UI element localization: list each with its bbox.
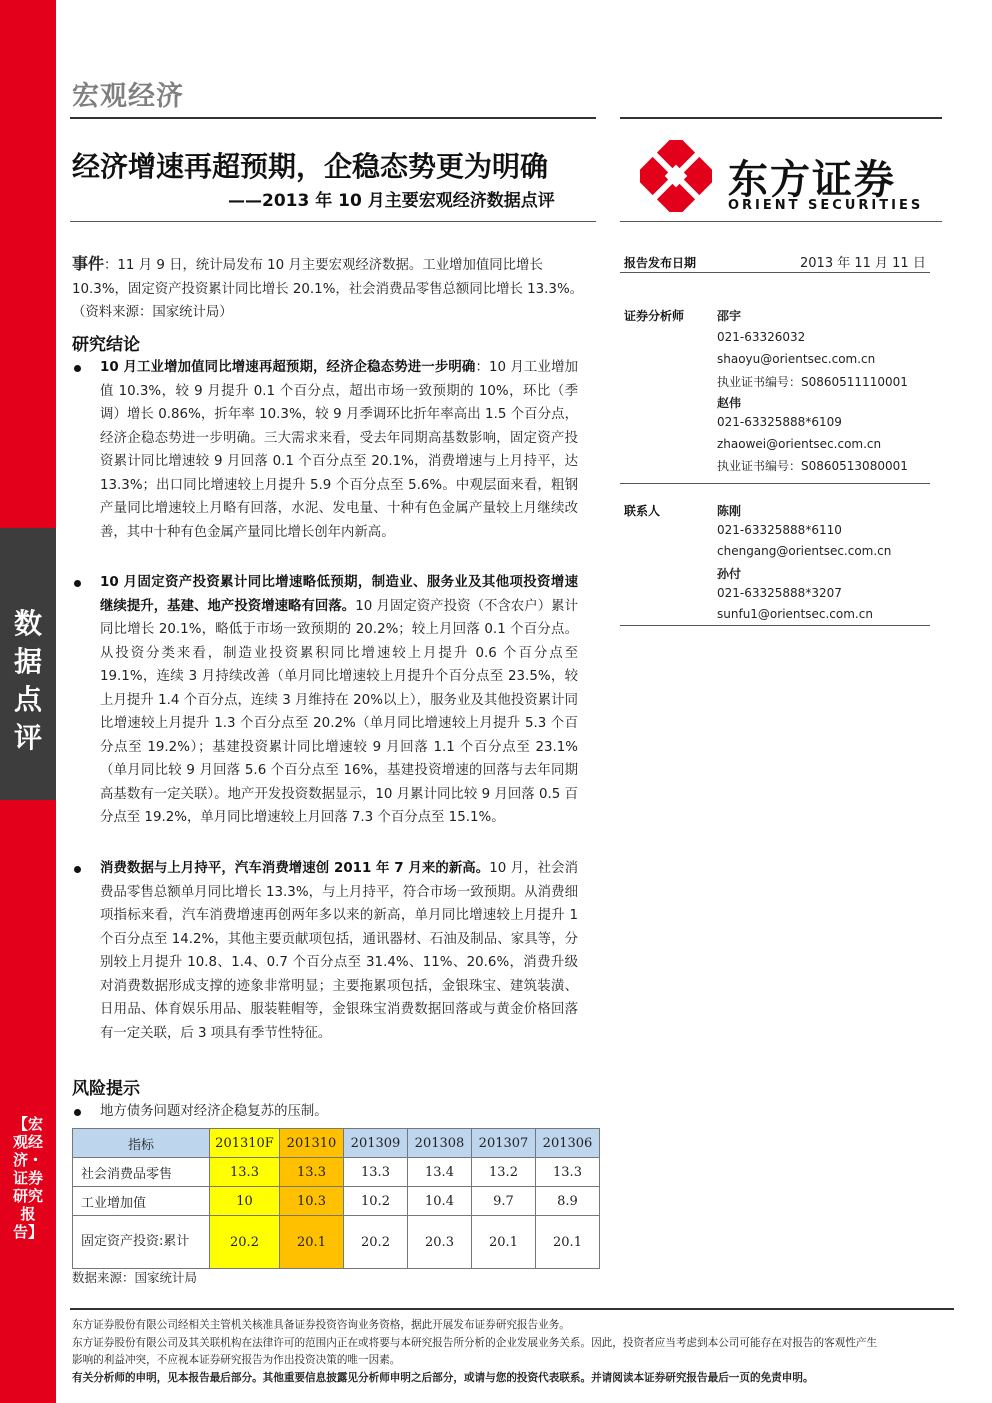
footer-rule <box>70 1308 954 1310</box>
analyst-phone: 021-63325888*6109 <box>717 415 842 429</box>
contact-phone: 021-63325888*3207 <box>717 586 842 600</box>
bullet-body: ：10 月工业增加值 10.3%，较 9 月提升 0.1 个百分点，超出市场一致预期的 10%，环比（季调）增长 0.86%，折年率 10.3%，较 9 月季调环比折年率高出 1.5 个百分点，经济企稳态势进一步明确。三大需求来看，受去年同期高基数影响，固定资产投资累计同比增速较 9 月回落 0.1 个百分点至 20.1%，消费增速与上月持平，达 13.3%；出口同比增速较上月提升 5.9 个百分点至 5.6%。中观层面来看，粗钢产量同比增速较上月略有回落，水泥、发电量、十种有色金属产量较上月继续改善，其中十种有色金属产量同比增长创年内新高。 <box>100 360 578 540</box>
contact-email[interactable]: chengang@orientsec.com.cn <box>717 544 892 558</box>
table-cell: 20.1 <box>536 1216 600 1269</box>
contact-name: 孙付 <box>717 567 742 581</box>
conclusion-bullet-2 <box>100 571 578 830</box>
table-cell: 13.3 <box>344 1158 408 1187</box>
footer-disclaimer: 有关分析师的申明，见本报告最后部分。其他重要信息披露见分析师申明之后部分，或请与您的投资代表联系。并请阅读本证券研究报告最后一页的免责申明。 <box>72 1372 814 1384</box>
row-label: 工业增加值 <box>73 1187 210 1216</box>
contact-label: 联系人 <box>624 504 661 518</box>
bullet-dot <box>74 1109 81 1116</box>
table-header-cell: 201310 <box>280 1129 344 1158</box>
title-rule-right <box>620 221 942 222</box>
conclusion-bullet-1 <box>100 356 578 544</box>
contact-email[interactable]: sunfu1@orientsec.com.cn <box>717 607 873 621</box>
bullet-bold: 10 月工业增加值同比增速再超预期，经济企稳态势进一步明确 <box>100 360 476 375</box>
table-cell: 9.7 <box>472 1187 536 1216</box>
analyst-cert: 执业证书编号：S0860513080001 <box>717 459 908 473</box>
table-row <box>73 1187 600 1216</box>
date-value: 2013 年 11 月 11 日 <box>800 256 926 271</box>
logo-text-en: ORIENT SECURITIES <box>728 198 924 213</box>
footer-line: 东方证券股份有限公司及其关联机构在法律许可的范围内正在或将要与本研究报告所分析的企业发展业务关系。因此，投资者应当考虑到本公司可能存在对报告的客观性产生 <box>72 1337 878 1349</box>
footer-line: 影响的利益冲突，不应视本证券研究报告为作出投资决策的唯一因素。 <box>72 1354 401 1366</box>
date-label: 报告发布日期 <box>624 256 697 270</box>
table-cell: 20.2 <box>344 1216 408 1269</box>
header-rule-left <box>70 117 596 119</box>
bullet-bold: 消费数据与上月持平，汽车消费增速创 2011 年 7 月来的新高。 <box>100 861 490 876</box>
table-cell: 10.4 <box>408 1187 472 1216</box>
row-label: 社会消费品零售 <box>73 1158 210 1187</box>
table-cell: 13.2 <box>472 1158 536 1187</box>
table-header-cell: 201310F <box>210 1129 280 1158</box>
table-cell: 10.3 <box>280 1187 344 1216</box>
bullet-body: 10 月，社会消费品零售总额单月同比增长 13.3%，与上月持平，符合市场一致预期。从消费细项指标来看，汽车消费增速再创两年多以来的新高，单月同比增速较上月提升 1 个百分点至 14.2%，其他主要贡献项包括，通讯器材、石油及制品、家具等，分别较上月提升 10.8、1.4、0.7 个百分点至 31.4%、11%、20.6%，消费升级对消费数据形成支撑的迹象非常明显；主要拖累项包括，金银珠宝、建筑装潢、日用品、体育娱乐用品、服装鞋帽等，金银珠宝消费数据回落或与黄金价格回落有一定关联，后 3 项具有季节性特征。 <box>100 861 579 1041</box>
conclusion-heading: 研究结论 <box>72 335 140 355</box>
event-label: 事件 <box>72 254 105 273</box>
analyst-name: 赵伟 <box>717 396 742 410</box>
section-label: 宏观经济 <box>72 81 184 112</box>
row-label: 固定资产投资:累计 <box>73 1216 210 1269</box>
table-cell: 10.2 <box>344 1187 408 1216</box>
side-report-category: 【宏观经济・证券研究报告】 <box>12 1115 43 1241</box>
page-subtitle: ——2013 年 10 月主要宏观经济数据点评 <box>228 191 555 211</box>
footer-line: 东方证券股份有限公司经相关主管机关核准具备证券投资咨询业务资格，据此开展发布证券研究报告业务。 <box>72 1319 570 1331</box>
contact-phone: 021-63325888*6110 <box>717 523 842 537</box>
table-row <box>73 1216 600 1269</box>
table-source: 数据来源：国家统计局 <box>72 1270 198 1285</box>
title-rule-left <box>70 221 596 222</box>
info-divider <box>620 625 930 626</box>
risk-heading: 风险提示 <box>72 1079 140 1099</box>
event-paragraph <box>72 252 597 325</box>
conclusion-bullet-3 <box>100 857 578 1045</box>
table-cell: 13.3 <box>536 1158 600 1187</box>
table-cell: 13.3 <box>210 1158 280 1187</box>
table-cell: 10 <box>210 1187 280 1216</box>
analyst-cert: 执业证书编号：S0860511110001 <box>717 375 908 389</box>
table-header-cell: 201308 <box>408 1129 472 1158</box>
header-rule-right <box>620 117 942 119</box>
table-header-cell: 指标 <box>73 1129 210 1158</box>
bullet-body: 10 月固定资产投资（不含农户）累计同比增长 20.1%，略低于市场一致预期的 20.2%；较上月回落 0.1 个百分点。从投资分类来看，制造业投资累积同比增速较上月提升 0.6 个百分点至 19.1%，连续 3 月持续改善（单月同比增速较上月提升个百分点至 23.5%，较上月提升 1.4 个百分点，连续 3 月维持在 20%以上），服务业及其他投资累计同比增速较上月提升 1.3 个百分点至 20.2%（单月同比增速较上月提升 5.3 个百分点至 19.2%）；基建投资累计同比增速较 9 月回落 1.1 个百分点至 23.1%（单月同比较 9 月回落 5.6 个百分点至 16%，基建投资增速的回落与去年同期高基数有一定关联）。地产开发投资数据显示，10 月累计同比较 9 月回落 0.5 百分点至 19.2%，单月同比增速较上月回落 7.3 个百分点至 15.1%。 <box>100 598 579 825</box>
analyst-label: 证券分析师 <box>624 309 685 323</box>
side-strip-bottom <box>0 800 56 1403</box>
table-cell: 13.4 <box>408 1158 472 1187</box>
bullet-dot <box>74 866 81 873</box>
orient-logo-icon <box>640 140 712 212</box>
table-cell: 8.9 <box>536 1187 600 1216</box>
table-row <box>73 1158 600 1187</box>
table-cell: 20.1 <box>280 1216 344 1269</box>
page-title: 经济增速再超预期，企稳态势更为明确 <box>72 150 549 183</box>
analyst-email[interactable]: shaoyu@orientsec.com.cn <box>717 352 876 366</box>
table-cell: 13.3 <box>280 1158 344 1187</box>
analyst-email[interactable]: zhaowei@orientsec.com.cn <box>717 437 882 451</box>
contact-name: 陈刚 <box>717 504 742 518</box>
table-cell: 20.1 <box>472 1216 536 1269</box>
table-header-cell: 201307 <box>472 1129 536 1158</box>
info-divider <box>620 483 930 484</box>
table-header-row <box>73 1129 600 1158</box>
risk-bullet: 地方债务问题对经济企稳复苏的压制。 <box>100 1104 328 1119</box>
bullet-bold: 10 月固定资产投资累计同比增速略低预期，制造业、服务业及其他项投资增速继续提升，基建、地产投资增速略有回落。 <box>100 575 578 614</box>
event-text: ：11 月 9 日，统计局发布 10 月主要宏观经济数据。工业增加值同比增长 10.3%，固定资产投资累计同比增长 20.1%，社会消费品零售总额同比增长 13.3%。（资料来源：国家统计局） <box>72 258 584 320</box>
side-report-type: 数据点评 <box>13 607 42 754</box>
table-header-cell: 201306 <box>536 1129 600 1158</box>
analyst-phone: 021-63326032 <box>717 330 806 344</box>
data-table <box>72 1128 600 1269</box>
bullet-dot <box>74 580 81 587</box>
bullet-dot <box>74 365 81 372</box>
side-strip-top <box>0 0 56 528</box>
table-cell: 20.3 <box>408 1216 472 1269</box>
analyst-name: 邵宇 <box>717 309 742 323</box>
table-cell: 20.2 <box>210 1216 280 1269</box>
table-header-cell: 201309 <box>344 1129 408 1158</box>
logo-text-cn: 东方证券 <box>728 157 896 203</box>
info-divider <box>620 272 930 273</box>
